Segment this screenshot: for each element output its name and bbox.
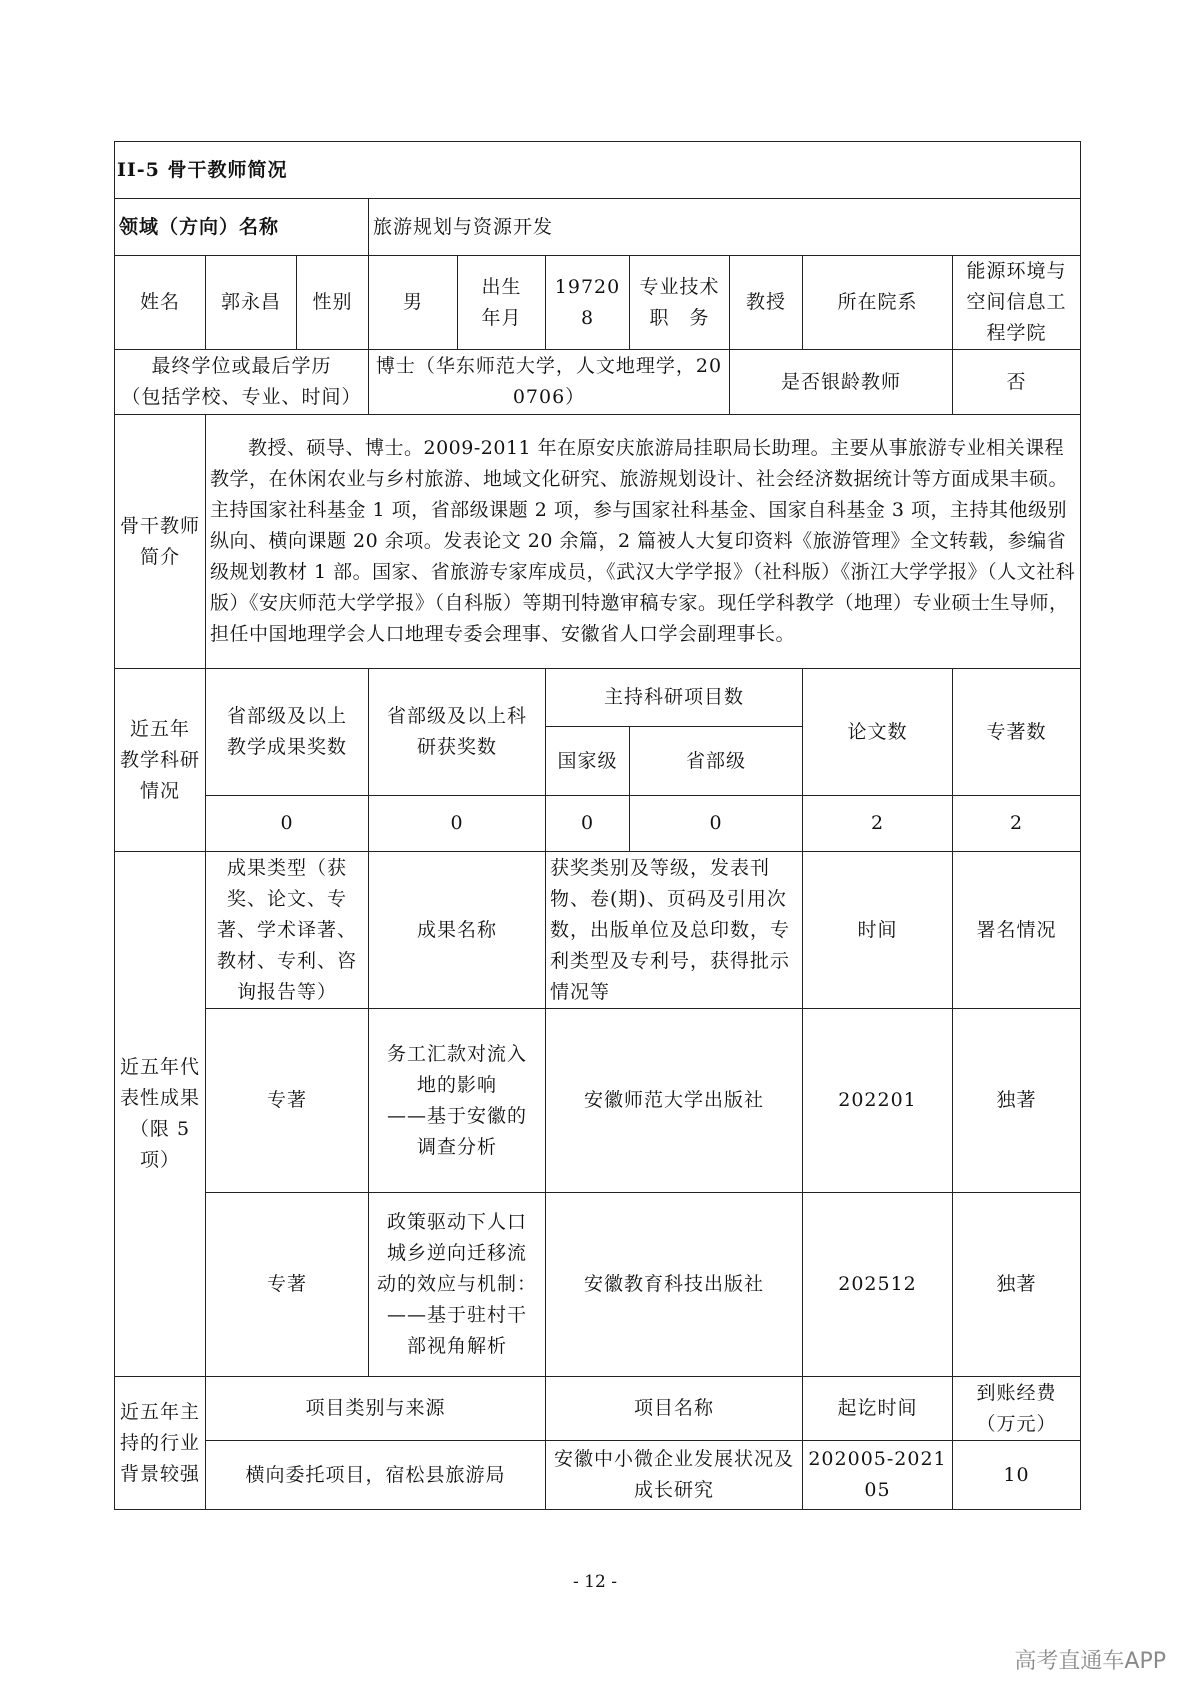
stats-value-papers: 2 <box>803 796 953 852</box>
gender-label: 性别 <box>297 256 369 350</box>
industry-header-period: 起讫时间 <box>803 1377 953 1441</box>
dept-label: 所在院系 <box>803 256 953 350</box>
achievement-time: 202201 <box>803 1009 953 1193</box>
industry-header-funds: 到账经费 （万元） <box>953 1377 1081 1441</box>
stats-header-provincial: 省部级 <box>630 727 803 796</box>
stats-value-provincial: 0 <box>630 796 803 852</box>
achievements-header-type: 成果类型（获奖、论文、专著、学术译著、教材、专利、咨询报告等） <box>206 852 369 1009</box>
page-number: - 12 - <box>573 1572 617 1592</box>
stats-header-research-awards: 省部级及以上科研获奖数 <box>369 669 546 796</box>
watermark: 高考直通车APP <box>1014 1649 1166 1674</box>
industry-source: 横向委托项目，宿松县旅游局 <box>206 1441 546 1510</box>
achievements-label: 近五年代 表性成果 （限 5 项） <box>115 852 206 1377</box>
senior-value: 否 <box>953 350 1081 415</box>
birth-value: 197208 <box>546 256 630 350</box>
achievement-detail: 安徽教育科技出版社 <box>546 1193 803 1377</box>
name-value: 郭永昌 <box>206 256 297 350</box>
table-row <box>115 1193 1081 1377</box>
table-row <box>115 1441 1081 1510</box>
stats-value-teaching-awards: 0 <box>206 796 369 852</box>
achievement-type: 专著 <box>206 1009 369 1193</box>
stats-header-national: 国家级 <box>546 727 630 796</box>
stats-value-national: 0 <box>546 796 630 852</box>
achievement-time: 202512 <box>803 1193 953 1377</box>
field-label: 领域（方向）名称 <box>115 199 369 256</box>
teacher-profile-table <box>114 141 1081 1510</box>
achievement-author: 独著 <box>953 1009 1081 1193</box>
birth-label: 出生 年月 <box>458 256 546 350</box>
bio-text: 教授、硕导、博士。2009-2011 年在原安庆旅游局挂职局长助理。主要从事旅游专业相关课程教学，在休闲农业与乡村旅游、地域文化研究、旅游规划设计、社会经济数据统计等方面成果丰硕。主持国家社科基金 1 项，省部级课题 2 项，参与国家社科基金、国家自科基金 3 项，主持其他级别纵向、横向课题 20 余项。发表论文 20 余篇，2 篇被人大复印资料《旅游管理》全文转载，参编省级规划教材 1 部。国家、省旅游专家库成员，《武汉大学学报》（社科版）《浙江大学学报》（人文社科版）《安庆师范大学学报》（自科版）等期刊特邀审稿专家。现任学科教学（地理）专业硕士生导师，担任中国地理学会人口地理专委会理事、安徽省人口学会副理事长。 <box>206 415 1081 669</box>
bio-label: 骨干教师 简介 <box>115 415 206 669</box>
achievements-header-name: 成果名称 <box>369 852 546 1009</box>
achievements-header-author: 署名情况 <box>953 852 1081 1009</box>
dept-value: 能源环境与空间信息工程学院 <box>953 256 1081 350</box>
stats-value-monographs: 2 <box>953 796 1081 852</box>
section-title: II-5 骨干教师简况 <box>115 142 1081 199</box>
achievement-type: 专著 <box>206 1193 369 1377</box>
stats-header-papers: 论文数 <box>803 669 953 796</box>
stats-value-research-awards: 0 <box>369 796 546 852</box>
senior-label: 是否银龄教师 <box>730 350 953 415</box>
industry-name: 安徽中小微企业发展状况及 成长研究 <box>546 1441 803 1510</box>
table-row <box>115 1009 1081 1193</box>
title-label: 专业技术 职 务 <box>630 256 730 350</box>
gender-value: 男 <box>369 256 458 350</box>
name-label: 姓名 <box>115 256 206 350</box>
industry-header-name: 项目名称 <box>546 1377 803 1441</box>
achievement-author: 独著 <box>953 1193 1081 1377</box>
degree-label: 最终学位或最后学历 （包括学校、专业、时间） <box>115 350 369 415</box>
industry-header-source: 项目类别与来源 <box>206 1377 546 1441</box>
stats-header-monographs: 专著数 <box>953 669 1081 796</box>
achievements-header-time: 时间 <box>803 852 953 1009</box>
industry-funds: 10 <box>953 1441 1081 1510</box>
achievement-name: 务工汇款对流入 地的影响 ——基于安徽的 调查分析 <box>369 1009 546 1193</box>
achievements-header-detail: 获奖类别及等级，发表刊物、卷(期)、页码及引用次数，出版单位及总印数，专利类型及专利号，获得批示情况等 <box>546 852 803 1009</box>
stats-label: 近五年 教学科研 情况 <box>115 669 206 852</box>
title-value: 教授 <box>730 256 803 350</box>
achievement-detail: 安徽师范大学出版社 <box>546 1009 803 1193</box>
field-value: 旅游规划与资源开发 <box>369 199 1081 256</box>
stats-header-teaching-awards: 省部级及以上教学成果奖数 <box>206 669 369 796</box>
degree-value: 博士（华东师范大学，人文地理学，200706） <box>369 350 730 415</box>
industry-label: 近五年主 持的行业 背景较强 <box>115 1377 206 1510</box>
industry-period: 202005-202105 <box>803 1441 953 1510</box>
achievement-name: 政策驱动下人口 城乡逆向迁移流 动的效应与机制： ——基于驻村干 部视角解析 <box>369 1193 546 1377</box>
stats-header-projects: 主持科研项目数 <box>546 669 803 727</box>
